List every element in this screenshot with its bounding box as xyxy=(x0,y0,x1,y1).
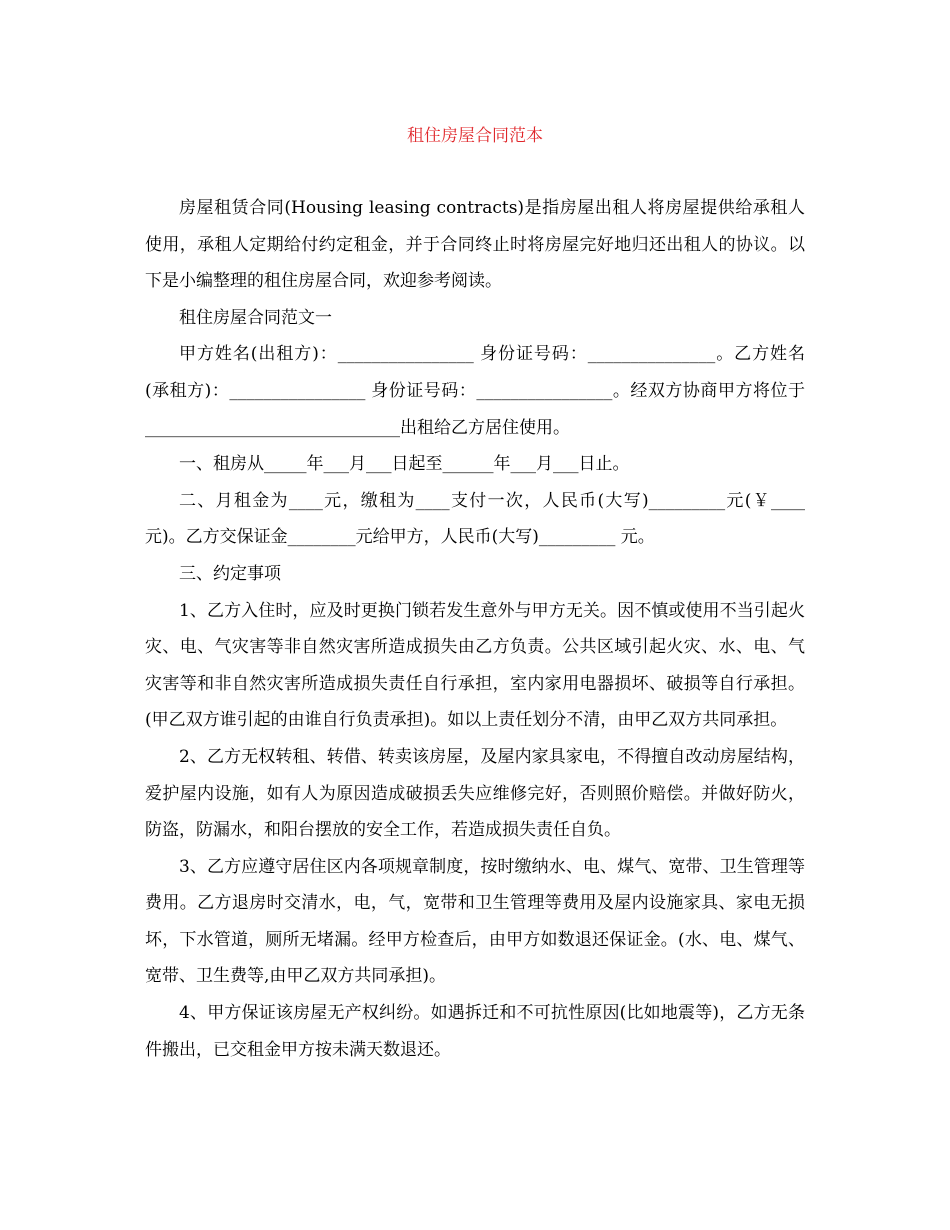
intro-paragraph: 房屋租赁合同(Housing leasing contracts)是指房屋出租人将房屋提供给承租人使用，承租人定期给付约定租金，并于合同终止时将房屋完好地归还出租人的协议。以下是小编整理的租住房屋合同，欢迎参考阅读。 xyxy=(145,198,805,292)
clause-rent-deposit: 二、月租金为____元，缴租为____支付一次，人民币(大写)_________元(￥____元)。乙方交保证金________元给甲方，人民币(大写)_________ 元。 xyxy=(145,490,805,548)
section-heading-sample-one: 租住房屋合同范文一 xyxy=(179,307,332,328)
document-body xyxy=(145,190,805,1068)
clause-item-4: 4、甲方保证该房屋无产权纠纷。如遇拆迁和不可抗性原因(比如地震等)，乙方无条件搬出，已交租金甲方按未满天数退还。 xyxy=(145,1003,805,1060)
document-title: 租住房屋合同范本 xyxy=(407,126,543,146)
clause-item-2: 2、乙方无权转租、转借、转卖该房屋，及屋内家具家电，不得擅自改动房屋结构，爱护屋内设施，如有人为原因造成破损丢失应维修完好，否则照价赔偿。并做好防火，防盗，防漏水，和阳台摆放的安全工作，若造成损失责任自负。 xyxy=(145,746,805,841)
clause-item-3: 3、乙方应遵守居住区内各项规章制度，按时缴纳水、电、煤气、宽带、卫生管理等费用。乙方退房时交清水，电，气，宽带和卫生管理等费用及屋内设施家具、家电无损坏，下水管道，厕所无堵漏。经甲方检查后，由甲方如数退还保证金。(水、电、煤气、宽带、卫生费等,由甲乙双方共同承担)。 xyxy=(145,856,805,987)
clause-lease-term: 一、租房从_____年___月___日起至______年___月___日止。 xyxy=(179,454,630,475)
clause-agreed-matters-heading: 三、约定事项 xyxy=(179,563,281,584)
parties-paragraph: 甲方姓名(出租方)：________________ 身份证号码：_______________。乙方姓名(承租方)：________________ 身份证号码：________________。经双方协商甲方将位于______________________________出租给乙方居住使用。 xyxy=(145,344,805,438)
clause-item-1: 1、乙方入住时，应及时更换门锁若发生意外与甲方无关。因不慎或使用不当引起火灾、电、气灾害等非自然灾害所造成损失由乙方负责。公共区域引起火灾、水、电、气灾害等和非自然灾害所造成损失责任自行承担，室内家用电器损坏、破损等自行承担。(甲乙双方谁引起的由谁自行负责承担)。如以上责任划分不清，由甲乙双方共同承担。 xyxy=(145,600,805,731)
